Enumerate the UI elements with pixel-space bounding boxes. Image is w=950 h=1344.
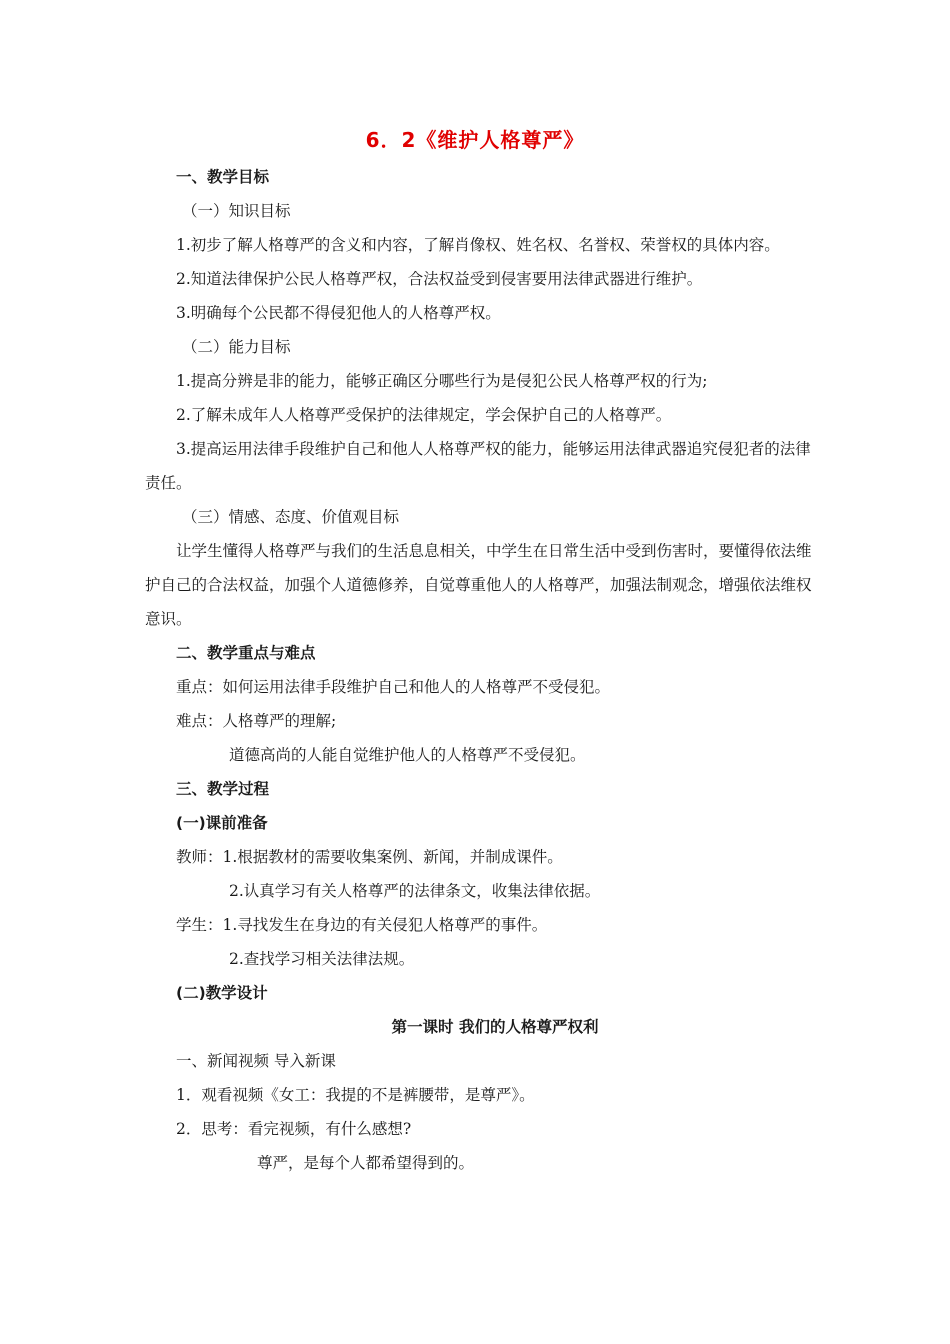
subsection-heading: (一)课前准备: [176, 814, 268, 832]
section-heading: 三、教学过程: [176, 780, 270, 798]
paragraph: 2.认真学习有关人格尊严的法律条文，收集法律依据。: [229, 882, 601, 900]
subsection-heading: （二）能力目标: [182, 338, 291, 356]
paragraph: 3.提高运用法律手段维护自己和他人人格尊严权的能力，能够运用法律武器追究侵犯者的法律责任。: [145, 440, 811, 492]
paragraph: 让学生懂得人格尊严与我们的生活息息相关，中学生在日常生活中受到伤害时，要懂得依法维护自己的合法权益，加强个人道德修养，自觉尊重他人的人格尊严，加强法制观念，增强依法维权意识。: [145, 542, 812, 628]
paragraph: 尊严，是每个人都希望得到的。: [257, 1154, 475, 1172]
subsection-heading: (二)教学设计: [176, 984, 268, 1002]
paragraph: 3.明确每个公民都不得侵犯他人的人格尊严权。: [176, 304, 501, 322]
paragraph: 2．思考：看完视频，有什么感想?: [176, 1120, 412, 1138]
paragraph: 一、新闻视频 导入新课: [176, 1052, 336, 1070]
document-body: [145, 160, 815, 1180]
paragraph: 2.查找学习相关法律法规。: [229, 950, 415, 968]
paragraph: 道德高尚的人能自觉维护他人的人格尊严不受侵犯。: [229, 746, 586, 764]
subsection-heading: （三）情感、态度、价值观目标: [182, 508, 400, 526]
document-title: 6．2《维护人格尊严》: [365, 128, 585, 152]
paragraph: 难点：人格尊严的理解;: [176, 712, 337, 730]
section-heading: 一、教学目标: [176, 168, 270, 186]
paragraph: 教师：1.根据教材的需要收集案例、新闻，并制成课件。: [176, 848, 563, 866]
lesson-heading: 第一课时 我们的人格尊严权利: [391, 1018, 599, 1036]
paragraph: 学生：1.寻找发生在身边的有关侵犯人格尊严的事件。: [176, 916, 548, 934]
paragraph: 重点：如何运用法律手段维护自己和他人的人格尊严不受侵犯。: [176, 678, 611, 696]
paragraph: 1．观看视频《女工：我提的不是裤腰带，是尊严》。: [176, 1086, 535, 1104]
paragraph: 1.初步了解人格尊严的含义和内容，了解肖像权、姓名权、名誉权、荣誉权的具体内容。: [176, 236, 780, 254]
paragraph: 1.提高分辨是非的能力，能够正确区分哪些行为是侵犯公民人格尊严权的行为;: [176, 372, 708, 390]
paragraph: 2.知道法律保护公民人格尊严权，合法权益受到侵害要用法律武器进行维护。: [176, 270, 703, 288]
subsection-heading: （一）知识目标: [182, 202, 291, 220]
paragraph: 2.了解未成年人人格尊严受保护的法律规定，学会保护自己的人格尊严。: [176, 406, 672, 424]
section-heading: 二、教学重点与难点: [176, 644, 316, 662]
